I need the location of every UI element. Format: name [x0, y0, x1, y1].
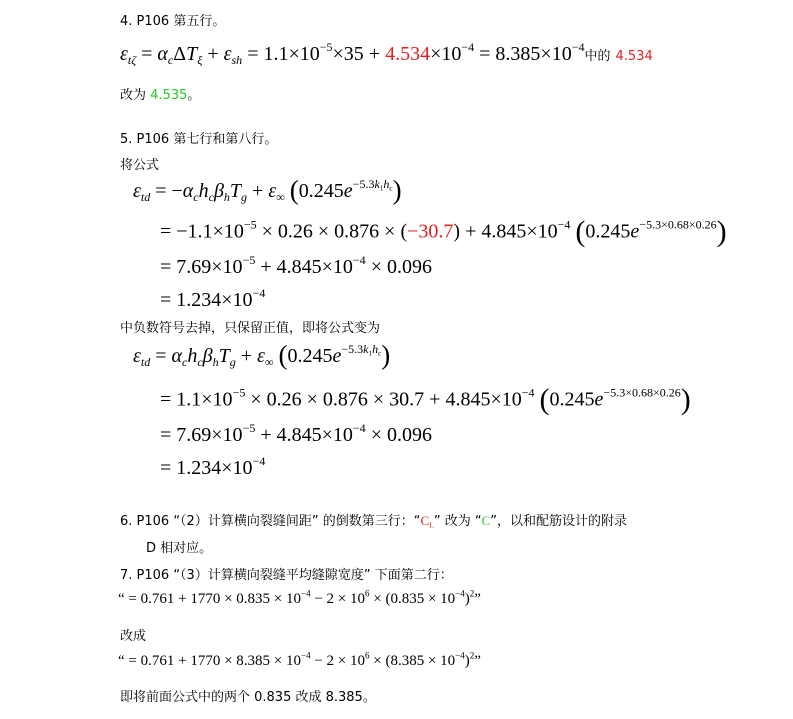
item5-m2-exp4: −4 — [521, 385, 535, 400]
item4-heading: 4. P106 第五行。 — [120, 14, 226, 29]
item5-m2a: = 1.1×10 — [160, 388, 233, 411]
item5-eq1-line2: = $-1.1\times 10^{-5} \times 0.26 \times 0.876 \times (-30.7) + 4.845\times 10^{-4}$ $(0.245e^{-5.3\times 0.68\times 0.26})$ — [160, 215, 727, 248]
item5-l3b: + 4.845×10 — [255, 256, 353, 278]
item5-l2c: ) + 4.845×10 — [453, 220, 558, 243]
item4-exp-b: −4 — [461, 40, 475, 54]
item4-mid3: = 8.385×10 — [474, 43, 572, 65]
item6-pre: 6. P106 “（2）计算横向裂缝间距” 的倒数第三行：“ — [120, 514, 421, 529]
item6-line1 — [120, 510, 627, 529]
item5-l3-exp4: −4 — [352, 253, 366, 267]
item5-l2-red: −30.7 — [407, 220, 454, 243]
item5-m2b: × 0.26 × 0.876 × 30.7 + 4.845×10 — [245, 388, 522, 411]
item4-tail-red: 4.534 — [615, 49, 653, 64]
item7-f1-exp4b: −4 — [455, 588, 465, 599]
item7-f2b: − 2 × 10 — [310, 653, 365, 669]
item7-f2-exp4a: −4 — [301, 650, 311, 661]
item6-c-green: C — [481, 513, 491, 528]
item7-f2d: ) — [464, 653, 470, 669]
item7-f1-exp2: 2 — [469, 588, 475, 599]
item7-f2a: “ = 0.761 + 1770 × 8.385 × 10 — [118, 653, 301, 669]
item7-f1e: ” — [474, 591, 481, 607]
item5-l4a: = 1.234×10 — [160, 289, 253, 311]
item5-l2-exp5: −5 — [243, 217, 257, 232]
item4-change-suffix: 。 — [187, 88, 201, 103]
item5-m4-exp4: −4 — [252, 454, 266, 468]
item5-m2d: 0.245 — [549, 388, 595, 411]
item4-change-value: 4.535 — [150, 88, 188, 103]
item7-f1-exp4a: −4 — [301, 588, 311, 599]
item4-formula: $\varepsilon_{t\zeta} = \alpha_c\Delta T_\xi + \varepsilon_{sh} = 1.1\times 10^{-5}\times 35 + 4.534\times 10^{-4} = 8.385\times 10^{-4}$中的 4.534 — [120, 40, 653, 68]
item5-e-exp1: −5.3 — [352, 176, 375, 191]
item6-mid: ” 改为 “ — [433, 514, 482, 529]
item4-mid1: ×35 + — [332, 43, 386, 65]
item5-eq2-line2: = $1.1\times 10^{-5} \times 0.26 \times 0.876 \times 30.7 + 4.845\times 10^{-4}$ $(0.245e^{-5.3\times 0.68\times 0.26})$ — [160, 383, 691, 416]
item7-f1d: ) — [464, 591, 470, 607]
item4-red-value: 4.534 — [385, 43, 431, 65]
item7-f1-exp6: 6 — [365, 588, 370, 599]
item5-l3c: × 0.096 — [365, 256, 432, 278]
item5-eq1-line1: $\varepsilon_{td} = -\alpha_ch_c\beta_hT_g + \varepsilon_\infty$ $(0.245e^{-5.3k_1h_c})$ — [133, 175, 402, 205]
item5-l3-exp5: −5 — [242, 253, 256, 267]
item5-e-exp2: −5.3 — [341, 341, 364, 356]
item5-eq1-line4 — [160, 286, 266, 312]
item4-formula-a: = 1.1×10 — [247, 43, 320, 65]
item6-post: ”，以和配筋设计的附录 — [490, 514, 628, 529]
item6-c-l-sub: L — [429, 520, 434, 530]
item6-line2: D 相对应。 — [146, 541, 213, 556]
item4-exp-c: −4 — [571, 40, 585, 54]
item7-formula1 — [118, 588, 481, 608]
item5-m3b: + 4.845×10 — [255, 424, 353, 446]
item5-m3c: × 0.096 — [365, 424, 432, 446]
item7-change-label: 改成 — [120, 629, 147, 644]
item5-m4a: = 1.234×10 — [160, 457, 253, 479]
item7-f2-exp4b: −4 — [455, 650, 465, 661]
item7-f1a: “ = 0.761 + 1770 × 0.835 × 10 — [118, 591, 301, 607]
item5-eq2-line3 — [160, 421, 432, 447]
item5-m3-exp5: −5 — [242, 421, 256, 435]
item7-footer: 即将前面公式中的两个 0.835 改成 8.385。 — [120, 690, 376, 705]
item5-coef2: 0.245 — [287, 344, 333, 367]
item7-f2e: ” — [474, 653, 481, 669]
item5-m2-eexp: −5.3×0.68×0.26 — [603, 385, 681, 400]
item5-l2d: 0.245 — [585, 220, 631, 243]
item5-eq2-line4 — [160, 454, 266, 480]
item7-heading: 7. P106 “（3）计算横向裂缝平均缝隙宽度” 下面第二行： — [120, 568, 453, 583]
item5-heading: 5. P106 第七行和第八行。 — [120, 132, 278, 147]
item7-formula2 — [118, 650, 481, 670]
item7-f1c: × (0.835 × 10 — [369, 591, 456, 607]
item5-intro: 将公式 — [120, 158, 160, 173]
item5-coef1: 0.245 — [298, 179, 344, 202]
item4-tail-text: 中的 — [584, 49, 611, 64]
item7-f2-exp6: 6 — [365, 650, 370, 661]
item5-m2-exp5: −5 — [232, 385, 246, 400]
item5-l2b: × 0.26 × 0.876 × ( — [256, 220, 408, 243]
item7-f1b: − 2 × 10 — [310, 591, 365, 607]
item5-middle-text: 中负数符号去掉，只保留正值，即将公式变为 — [120, 321, 381, 336]
item5-eq2-line1: $\varepsilon_{td} = \alpha_ch_c\beta_hT_g + \varepsilon_\infty$ $(0.245e^{-5.3k_1h_c})$ — [133, 340, 391, 370]
item6-c-l — [420, 513, 433, 528]
item5-eq1-line3 — [160, 253, 432, 279]
item6-c-l-letter: C — [420, 513, 430, 528]
item5-m3a: = 7.69×10 — [160, 424, 243, 446]
item5-l4-exp4: −4 — [252, 286, 266, 300]
item7-f2-exp2: 2 — [469, 650, 475, 661]
item5-l2-exp4: −4 — [557, 217, 571, 232]
item7-f2c: × (8.385 × 10 — [369, 653, 456, 669]
item4-mid2: ×10 — [430, 43, 462, 65]
item5-l2a: = −1.1×10 — [160, 220, 244, 243]
item4-change-prefix: 改为 — [120, 88, 147, 103]
item5-l2-eexp: −5.3×0.68×0.26 — [639, 217, 717, 232]
item4-exp-a: −5 — [319, 40, 333, 54]
item5-m3-exp4: −4 — [352, 421, 366, 435]
item5-l3a: = 7.69×10 — [160, 256, 243, 278]
item4-change — [120, 84, 200, 103]
